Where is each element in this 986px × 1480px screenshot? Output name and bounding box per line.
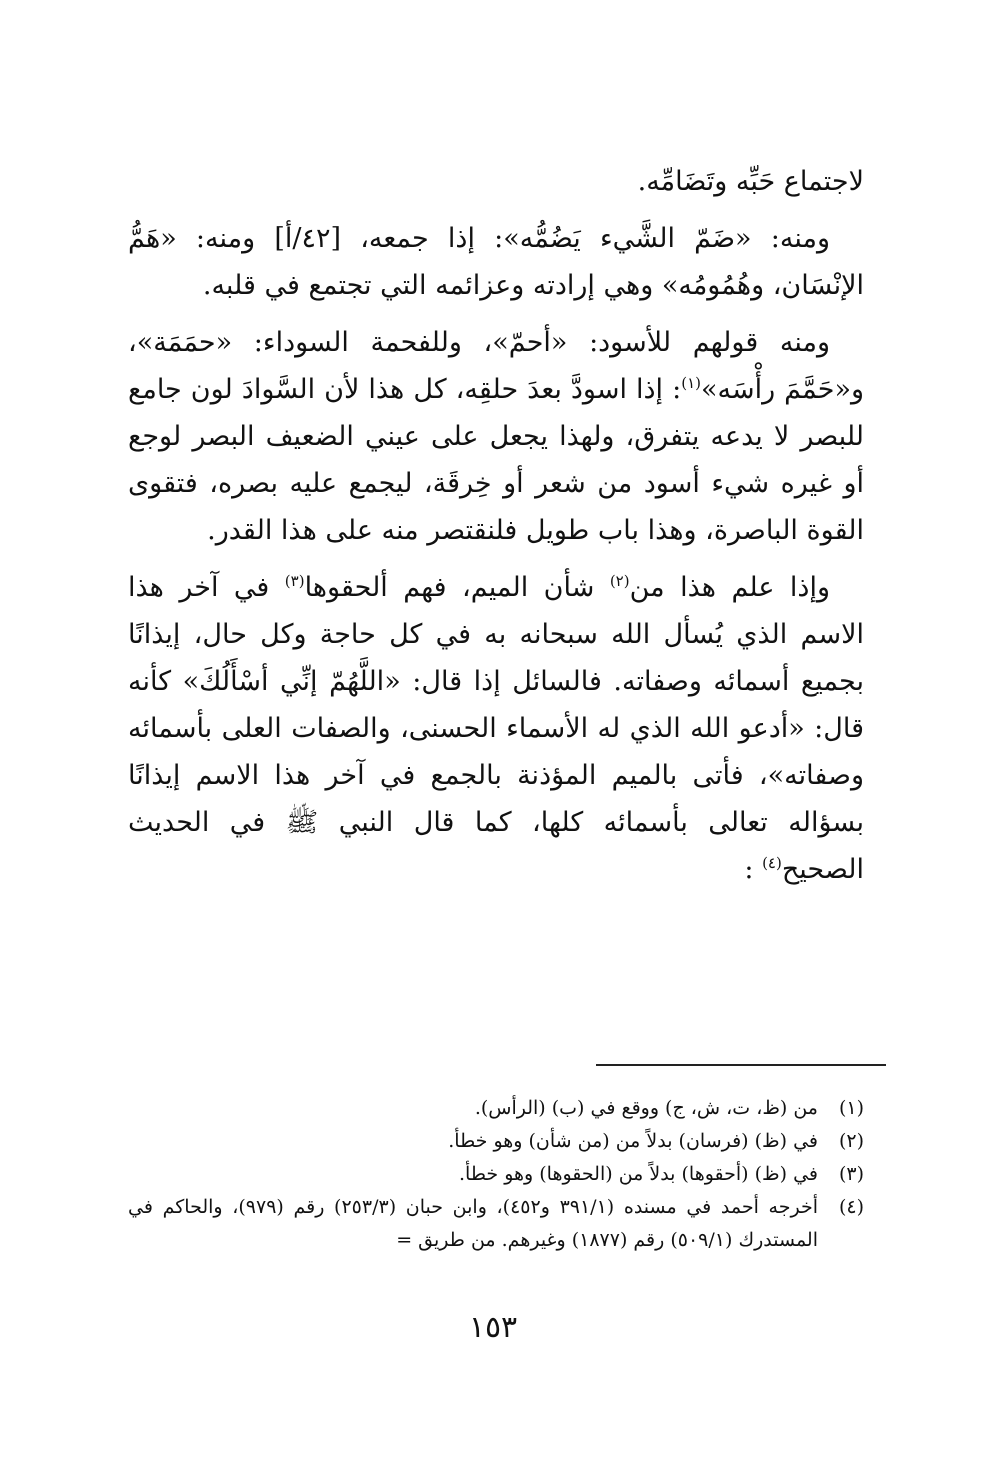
footnote-number: (٣): [838, 1163, 864, 1185]
paragraph-4-part-3: في آخر هذا الاسم الذي يُسأل الله سبحانه به في كل حاجة وكل حال، إيذانًا بجميع أسمائه وصفاته. فالسائل إذا قال: «اللَّهُمّ إنِّي أسْأَلُكَ» كأنه قال: «أدعو الله الذي له الأسماء الحسنى، والصفات العلى بأسمائه وصفاته»، فأتى بالميم المؤذنة بالجمع في آخر هذا الاسم إيذانًا بسؤاله تعالى بأسمائه كلها، كما قال النبي ﷺ في الحديث الصحيح: [128, 572, 864, 885]
paragraph-4-part-4: :: [744, 854, 763, 885]
paragraph-4: [128, 564, 864, 893]
paragraph-1: لاجتماع حَبِّه وتَضَامِّه.: [637, 166, 864, 197]
footnote-separator: [596, 1064, 886, 1066]
paragraph-3-part-2: : إذا اسودَّ بعدَ حلقِه، كل هذا لأن السَّوادَ لون جامع للبصر لا يدعه يتفرق، ولهذا يجعل على عيني الضعيف البصر لوجع أو غيره شيء أسود من شعر أو خِرقَة، ليجمع عليه بصره، فتقوى القوة الباصرة، وهذا باب طويل فلنقتصر منه على هذا القدر.: [128, 374, 864, 546]
footnote-4: [128, 1191, 864, 1257]
footnote-1: [128, 1092, 864, 1125]
footnote-number: (٢): [838, 1130, 864, 1152]
footnote-text: في (ظ) (أحقوها) بدلاً من (الحقوها) وهو خطأ.: [459, 1163, 818, 1185]
footnote-text: أخرجه أحمد في مسنده (٣٩١/١ و٤٥٢)، وابن حبان (٢٥٣/٣) رقم (٩٧٩)، والحاكم في المستدرك (٥٠٩/١) رقم (١٨٧٧) وغيرهم. من طريق =: [128, 1196, 818, 1251]
footnote-text: من (ظ، ت، ش، ج) ووقع في (ب) (الرأس).: [474, 1097, 818, 1119]
footnote-text: في (ظ) (فرسان) بدلاً من (من شأن) وهو خطأ.: [448, 1130, 818, 1152]
footnote-ref-3[interactable]: (٣): [284, 572, 305, 590]
paragraph-4-part-2: شأن الميم، فهم ألحقوها: [304, 572, 610, 603]
paragraph-2: ومنه: «ضَمّ الشَّيء يَضُمُّه»: إذا جمعه، [٤٢/أ] ومنه: «هَمُّ الإنْسَان، وهُمُومُه» وهي إرادته وعزائمه التي تجتمع في قلبه.: [128, 223, 864, 301]
footnotes: [128, 1092, 864, 1257]
paragraph-4-part-1: وإذا علم هذا من: [629, 572, 830, 603]
main-text: [128, 158, 864, 903]
footnote-2: [128, 1125, 864, 1158]
footnote-ref-2[interactable]: (٢): [609, 572, 630, 590]
footnote-ref-1[interactable]: (١): [681, 374, 701, 392]
footnote-ref-4[interactable]: (٤): [762, 854, 782, 872]
footnote-3: [128, 1158, 864, 1191]
paragraph-3: [128, 319, 864, 554]
footnote-number: (٤): [838, 1196, 864, 1218]
footnote-number: (١): [838, 1097, 864, 1119]
paragraph-3-part-1: ومنه قولهم للأسود: «أحمّ»، وللفحمة السوداء: «حمَمَة»، و«حَمَّمَ رأْسَه»: [128, 327, 864, 405]
page-number: ١٥٣: [468, 1310, 518, 1345]
